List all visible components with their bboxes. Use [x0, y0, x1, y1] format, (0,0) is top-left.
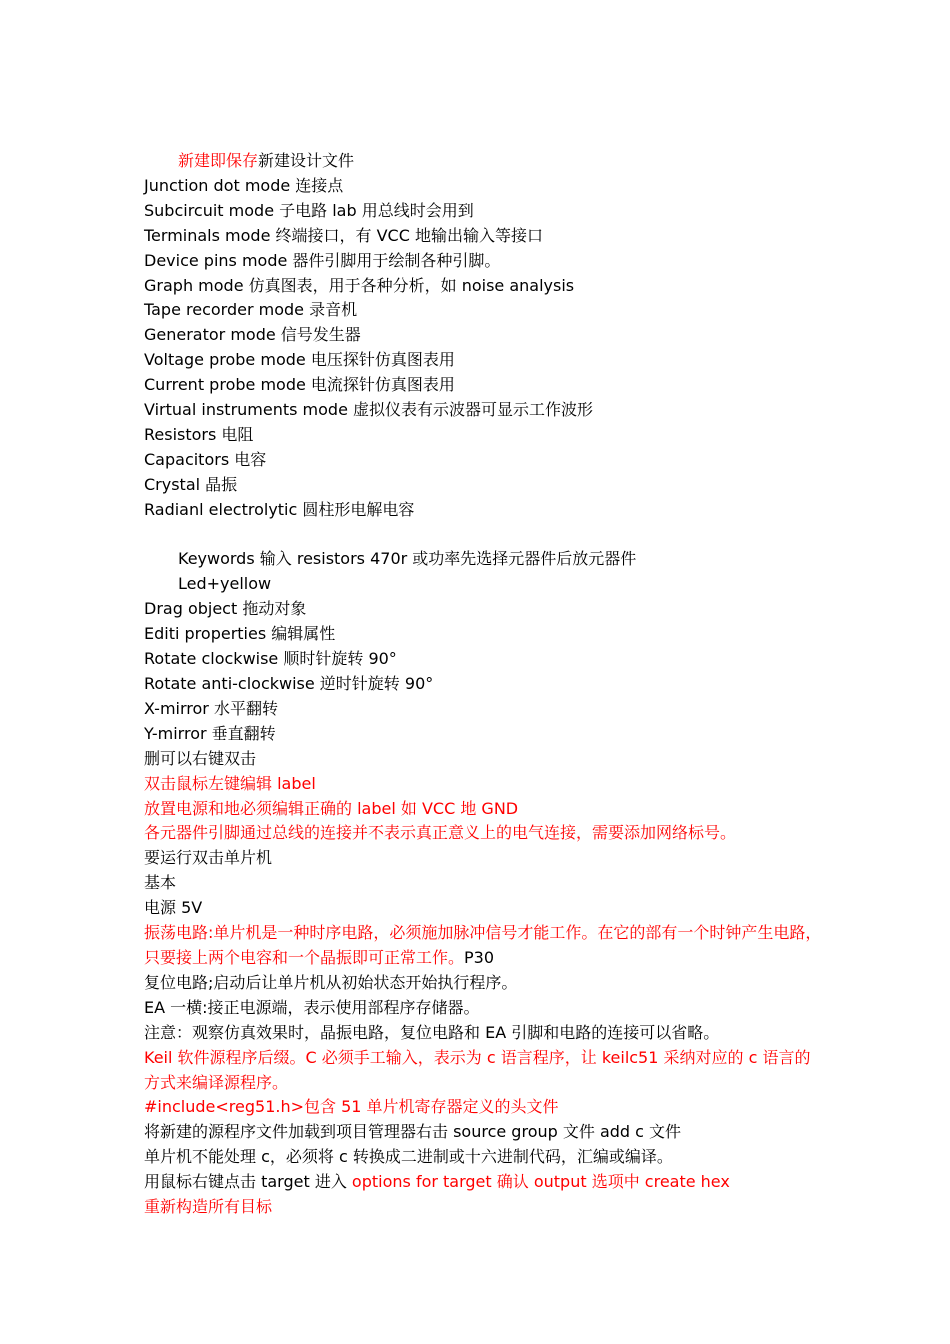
line-delete-tip: 删可以右键双击 [144, 748, 257, 768]
line-tape-recorder: Tape recorder mode 录音机 [144, 300, 358, 320]
line-y-mirror: Y-mirror 垂直翻转 [144, 723, 276, 743]
line-ea-pin: EA 一横:接正电源端，表示使用部程序存储器。 [144, 997, 480, 1017]
line-x-mirror: X-mirror 水平翻转 [144, 698, 278, 718]
line-current-probe: Current probe mode 电流探针仿真图表用 [144, 375, 455, 395]
line-rebuild: 重新构造所有目标 [144, 1197, 273, 1217]
line-power-5v: 电源 5V [144, 898, 203, 918]
line-edit-properties: Editi properties 编辑属性 [144, 624, 336, 644]
line-resistors: Resistors 电阻 [144, 424, 254, 444]
line-subcircuit: Subcircuit mode 子电路 lab 用总线时会用到 [144, 200, 474, 220]
line-include: #include<reg51.h>包含 51 单片机寄存器定义的头文件 [144, 1097, 559, 1117]
line-graph-mode: Graph mode 仿真图表，用于各种分析，如 noise analysis [144, 275, 575, 295]
line-compile: 单片机不能处理 c，必须将 c 转换成二进制或十六进制代码，汇编或编译。 [144, 1147, 673, 1167]
line-note: 注意：观察仿真效果时，晶振电路，复位电路和 EA 引脚和电路的连接可以省略。 [144, 1022, 720, 1042]
line-junction-dot: Junction dot mode 连接点 [144, 175, 344, 195]
page-ref: P30 [464, 947, 495, 967]
line-terminals: Terminals mode 终端接口，有 VCC 地输出输入等接口 [144, 225, 543, 245]
line-power-ground-label: 放置电源和地必须编辑正确的 label 如 VCC 地 GND [144, 798, 519, 818]
line-net-label-note: 各元器件引脚通过总线的连接并不表示真正意义上的电气连接，需要添加网络标号。 [144, 823, 737, 843]
line-keil-suffix: Keil 软件源程序后缀。C 必须手工输入，表示为 c 语言程序，让 keilc51 采纳对应的 c 语言的方式来编译源程序。 [144, 1047, 811, 1092]
line-basic: 基本 [144, 873, 177, 893]
line-led-yellow: Led+yellow [178, 574, 272, 594]
highlight-text: 振荡电路:单片机是一种时序电路，必须施加脉冲信号才能工作。在它的部有一个时钟产生电路，只要接上两个电容和一个晶振即可正常工作。 [144, 923, 822, 967]
line-radial-electrolytic: Radianl electrolytic 圆柱形电解电容 [144, 499, 415, 519]
body-text: 用鼠标右键点击 target 进入 [144, 1172, 352, 1192]
line-run-mcu: 要运行双击单片机 [144, 848, 273, 868]
line-rotate-clockwise: Rotate clockwise 顺时针旋转 90° [144, 649, 397, 669]
line-virtual-instruments: Virtual instruments mode 虚拟仪表有示波器可显示工作波形 [144, 400, 594, 420]
line-target-options [144, 1170, 824, 1195]
line-drag-object: Drag object 拖动对象 [144, 599, 307, 619]
line-generator: Generator mode 信号发生器 [144, 325, 361, 345]
body-text: 新建设计文件 [258, 151, 355, 170]
line-voltage-probe: Voltage probe mode 电压探针仿真图表用 [144, 350, 455, 370]
line-capacitors: Capacitors 电容 [144, 449, 267, 469]
document-body [144, 149, 824, 1220]
line-keywords: Keywords 输入 resistors 470r 或功率先选择元器件后放元器件 [178, 549, 637, 569]
blank-line [144, 523, 824, 548]
highlight-text: 新建即保存 [178, 151, 259, 170]
highlight-text: options for target 确认 output 选项中 create hex [351, 1172, 730, 1192]
line-edit-label: 双击鼠标左键编辑 label [144, 773, 316, 793]
line-device-pins: Device pins mode 器件引脚用于绘制各种引脚。 [144, 250, 501, 270]
line-crystal: Crystal 晶振 [144, 474, 238, 494]
line-rotate-anticlockwise: Rotate anti-clockwise 逆时针旋转 90° [144, 674, 434, 694]
line-oscillator [144, 921, 824, 971]
line-reset-circuit: 复位电路;启动后让单片机从初始状态开始执行程序。 [144, 972, 518, 992]
line-new-design [144, 149, 824, 174]
line-add-source: 将新建的源程序文件加载到项目管理器右击 source group 文件 add c 文件 [144, 1122, 682, 1142]
